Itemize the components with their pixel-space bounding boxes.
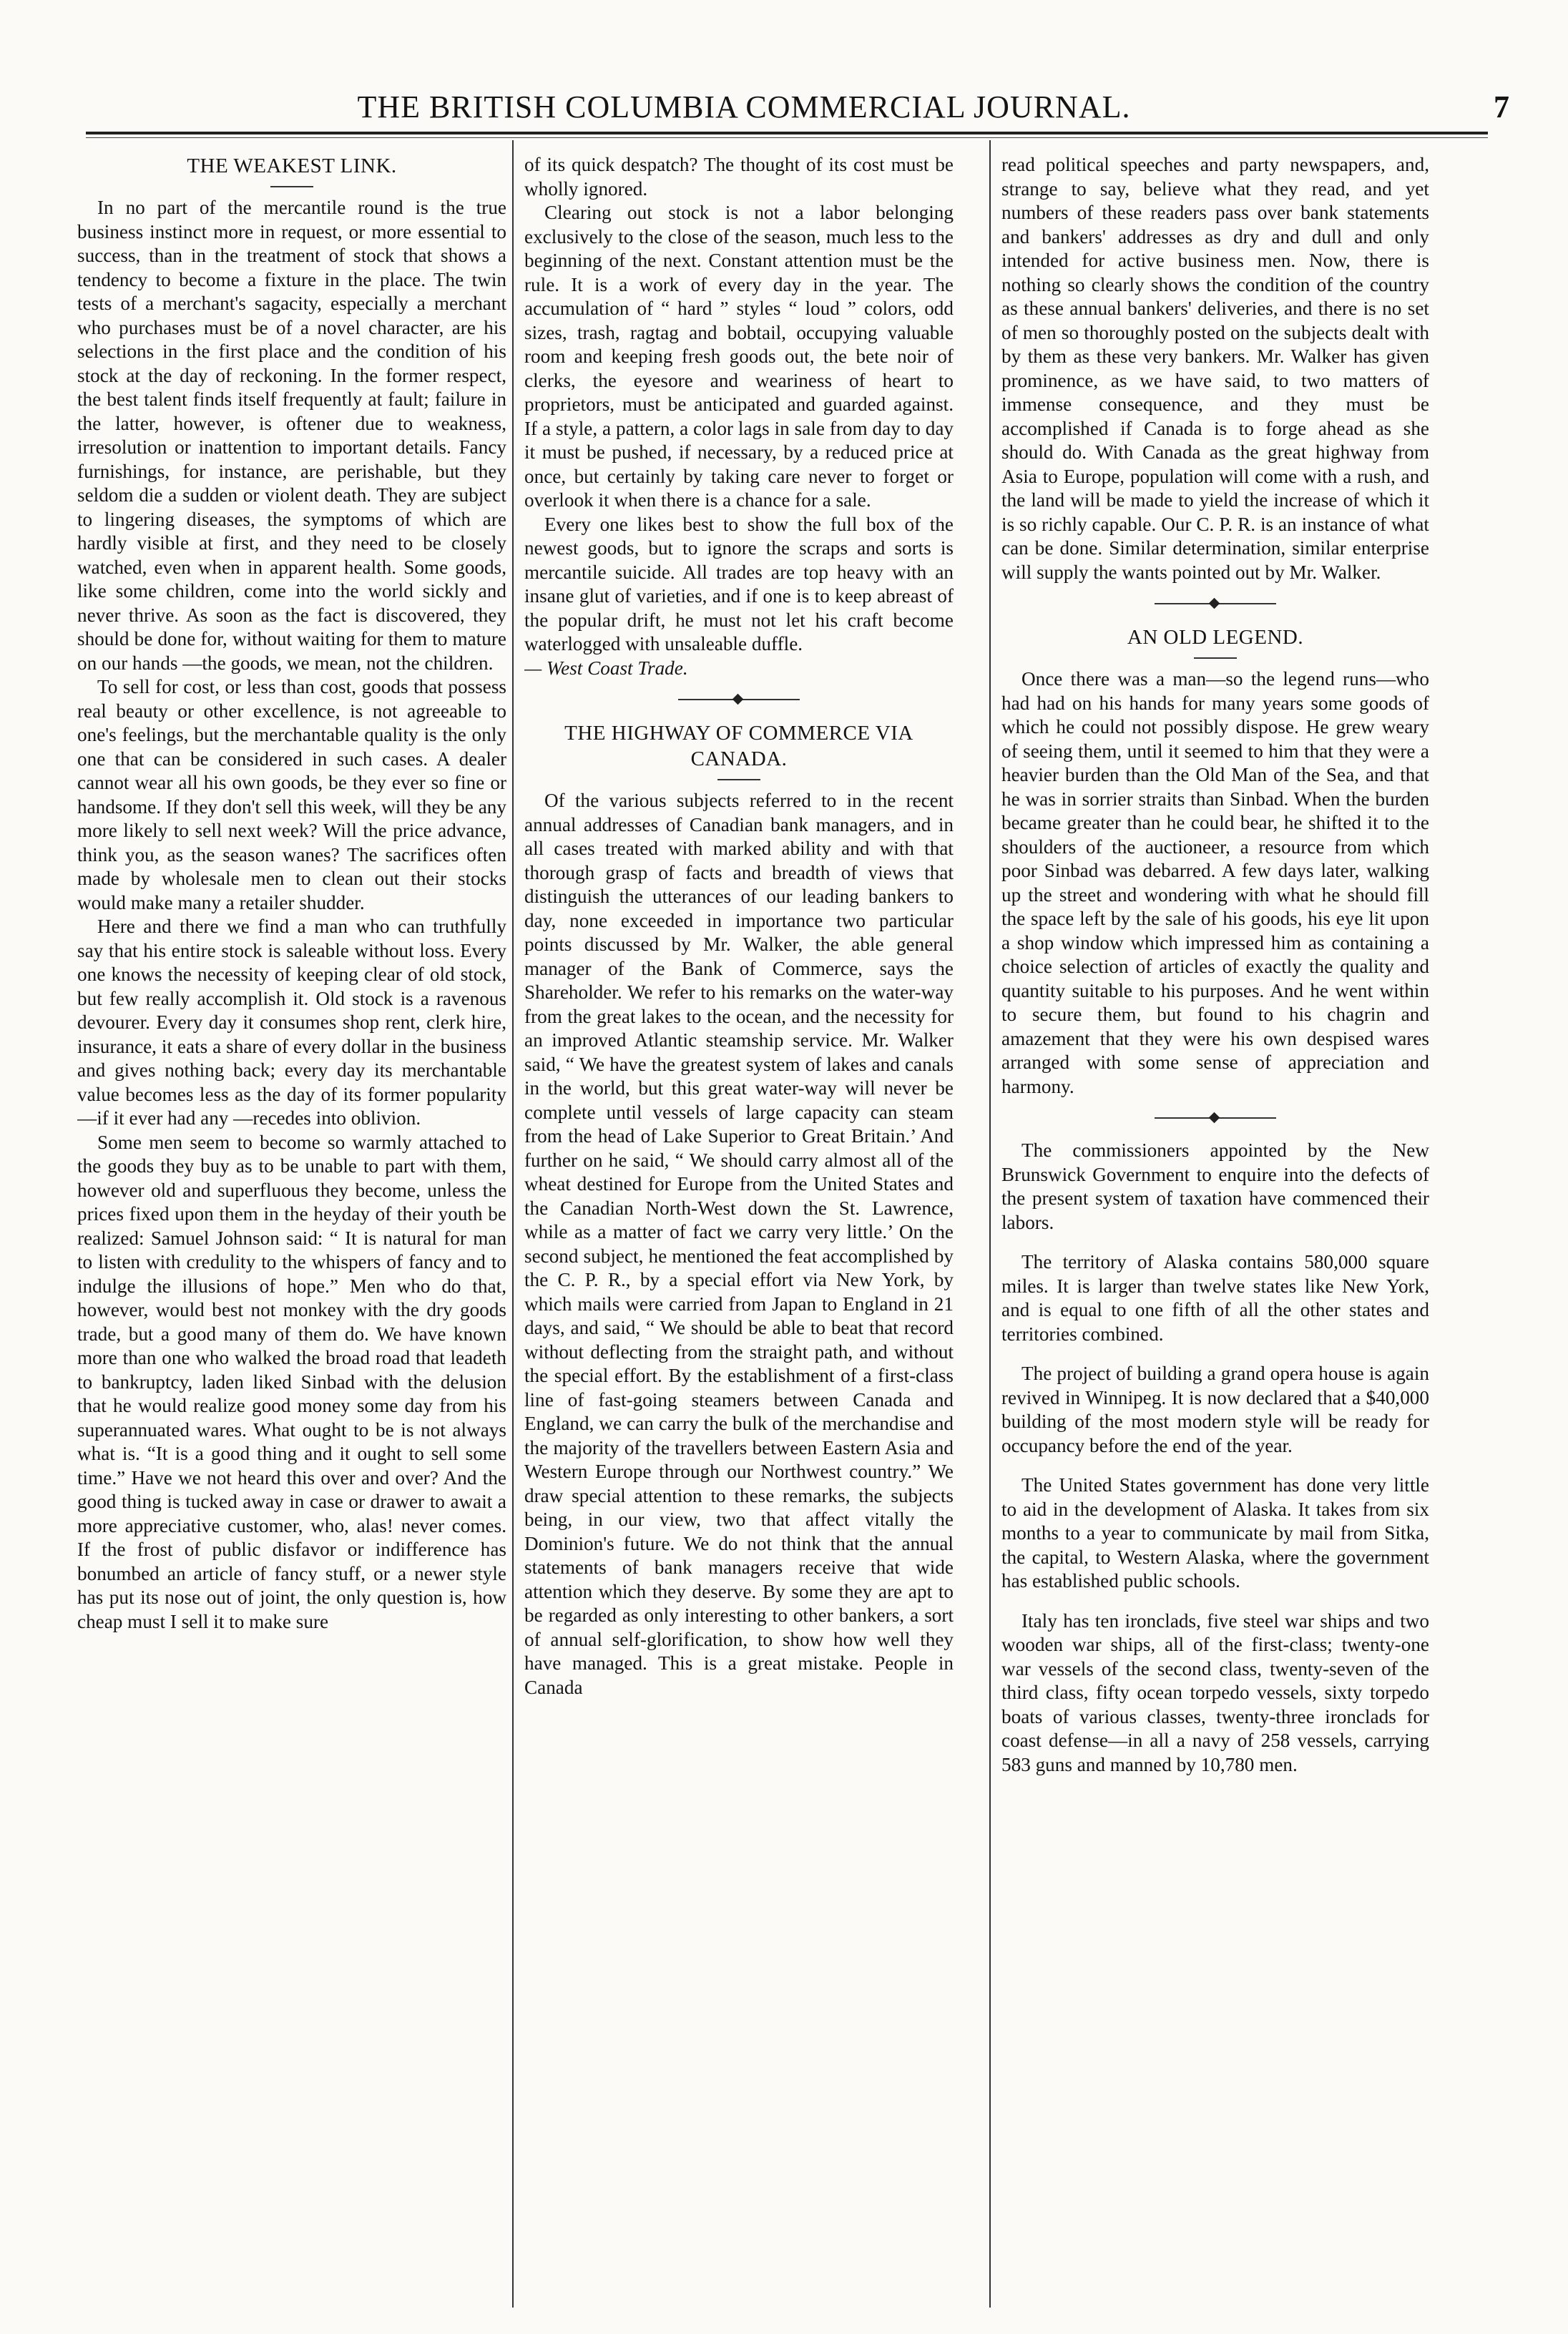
column-2 <box>524 153 954 2270</box>
news-item: The United States government has done very little to aid in the development of Alaska. It takes from six months to a year to communicate by mail from Sitka, the capital, to Western Alaska, where the government has established public schools. <box>1001 1474 1429 1592</box>
heading-rule <box>717 779 760 780</box>
masthead-rule <box>86 132 1488 134</box>
column-divider <box>989 140 991 2308</box>
news-item: The commissioners appointed by the New Brunswick Government to enquire into the defects of the present system of taxation have commenced their labors. <box>1001 1139 1429 1233</box>
article-heading: THE WEAKEST LINK. <box>187 155 397 177</box>
article-paragraph: Once there was a man—so the legend runs—who had had on his hands for many years some goods of which he could not possibly dispose. He grew weary of seeing them, until it seemed to him that they were a heavier burden than the Old Man of the Sea, and that he was in sorrier straits than Sinbad. When the burden became greater than he could bear, he shifted it to the shoulders of the auctioneer, a resource from which poor Sinbad was debarred. A few days later, walking up the street and wondering with what he should fill the space left by the sale of his goods, his eye lit upon a shop window which impressed him as containing a choice selection of articles of exactly the quality and quantity suitable to his purposes. And he went within to secure them, but found to his chagrin and amazement that they were his own despised wares arranged with some sense of appreciation and harmony. <box>1001 668 1429 1097</box>
news-item: The project of building a grand opera house is again revived in Winnipeg. It is now declared that a $40,000 building of the most modern style will be ready for occupancy before the end of the year. <box>1001 1363 1429 1456</box>
masthead <box>43 77 1509 123</box>
article-paragraph: of its quick despatch? The thought of its cost must be wholly ignored. <box>524 154 954 200</box>
article-paragraph: Of the various subjects referred to in the recent annual addresses of Canadian bank managers, and in all cases treated with marked ability and with that thorough grasp of facts and breadth of views that distinguish the utterances of our leading bankers to day, none exceeded in importance two particular points discussed by Mr. Walker, the able general manager of the Bank of Commerce, says the Shareholder. We refer to his remarks on the water-way from the great lakes to the ocean, and the necessity for an improved Atlantic steamship service. Mr. Walker said, “ We have the greatest system of lakes and canals in the world, but this great water-way will never be complete until vessels of large capacity can steam from the head of Lake Superior to Great Britain.’ And further on he said, “ We should carry almost all of the wheat destined for Europe from the United States and the Canadian North-West down the St. Lawrence, while as a matter of fact we carry very little.’ On the second subject, he mentioned the feat accomplished by the C. P. R., by a special effort via New York, by which mails were carried from Japan to England in 21 days, and said, “ We should be able to beat that record without deflecting from the straight path, and without the special effort. By the establishment of a first-class line of fast-going steamers between Canada and England, we can carry the bulk of the merchandise and the majority of the travellers between Eastern Asia and Western Europe through our Northwest country.” We draw special attention to these remarks, the subjects being, in our view, two that affect vitally the Dominion's future. We do not think that the annual statements of bank managers receive that wide attention which they deserve. By some they are apt to be regarded as only interesting to other bankers, a sort of annual self-glorification, to show how well they have managed. This is a great mistake. People in Canada <box>524 790 954 1698</box>
article-paragraph: read political speeches and party newspapers, and, strange to say, believe what they read, and yet numbers of these readers pass over bank statements and bankers' addresses as dry and dull and only intended for active business men. Now, there is nothing so clearly shows the condition of the country as these annual bankers' deliveries, and there is no set of men so thoroughly posted on the subjects dealt with by them as these very bankers. Mr. Walker has given prominence, as we have said, to two matters of immense consequence, and they must be accomplished if Canada is to forge ahead as she should do. With Canada as the great highway from Asia to Europe, population will come with a rush, and the land will be made to yield the increase of which it is so richly capable. Our C. P. R. is an instance of what can be done. Similar determination, similar enterprise will supply the wants pointed out by Mr. Walker. <box>1001 154 1429 583</box>
article-paragraph: Here and there we find a man who can truthfully say that his entire stock is saleable without loss. Every one knows the necessity of keeping clear of old stock, but few really accomplish it. Old stock is a ravenous devourer. Every day it consumes shop rent, clerk hire, insurance, it eats a share of every dollar in the business and gives nothing back; every day its merchantable value becomes less as the day of its former popularity—if it ever had any —recedes into oblivion. <box>77 916 506 1129</box>
section-divider <box>1155 599 1276 609</box>
column-divider <box>512 140 514 2308</box>
news-item: Italy has ten ironclads, five steel war ships and two wooden war ships, all of the first-class; twenty-one war vessels of the second class, twenty-seven of the third class, fifty ocean torpedo vessels, sixty torpedo boats of various classes, twenty-three ironclads for coast defense—in all a navy of 258 vessels, carrying 583 guns and manned by 10,780 men. <box>1001 1609 1429 1775</box>
column-3 <box>1001 153 1429 2270</box>
section-divider <box>678 695 800 705</box>
article-paragraph: Some men seem to become so warmly attached to the goods they buy as to be unable to part with them, however old and superfluous they become, unless the prices fixed upon them in the heyday of their youth be realized: Samuel Johnson said: “ It is natural for man to listen with credulity to the whispers of fancy and to indulge the illusions of hope.” Men who do that, however, would best not monkey with the dry goods trade, but a good many of them do. We have known more than one who walked the broad road that leadeth to bankruptcy, laden liked Sinbad with the delusion that he would realize good money some day from his superannuated wares. What ought to be is not always what is. “It is a good thing and it ought to sell some time.” Have we not heard this over and over? And the good thing is tucked away in case or drawer to await a more appreciative customer, who, alas! never comes. If the frost of public disfavor or indifference has bonumbed an article of fancy stuff, or a newer style has put its nose out of joint, the only question is, how cheap must I sell it to make sure <box>77 1131 506 1632</box>
column-1 <box>77 153 506 2270</box>
journal-title: THE BRITISH COLUMBIA COMMERCIAL JOURNAL. <box>357 89 1131 124</box>
article-paragraph: To sell for cost, or less than cost, goods that possess real beauty or other excellence, is not agreeable to one's feelings, but the merchantable quality is the only one that can be considered in such cases. A dealer cannot wear all his own goods, be they ever so fine or handsome. If they don't sell this week, will they be any more likely to sell next week? Will the price advance, think you, as the season wanes? The sacrifices often made by wholesale men to clean out their stocks would make many a retailer shudder. <box>77 676 506 913</box>
masthead-rule-thin <box>86 137 1488 138</box>
section-divider <box>1155 1113 1276 1123</box>
article-attribution: — West Coast Trade. <box>524 657 688 679</box>
news-item: The territory of Alaska contains 580,000 square miles. It is larger than twelve states like New York, and is equal to one fifth of all the other states and territories combined. <box>1001 1251 1429 1345</box>
article-paragraph: In no part of the mercantile round is the true business instinct more in request, or more essential to success, than in the treatment of stock that shows a tendency to become a fixture in the place. The twin tests of a merchant's sagacity, especially a merchant who purchases must be of a novel character, are his selections in the first place and the condition of his stock at the day of reckoning. In the former respect, the best talent finds itself frequently at fault; failure in the latter, however, is oftener due to weakness, irresolution or inattention to important details. Fancy furnishings, for instance, are perishable, but they seldom die a sudden or violent death. They are subject to lingering diseases, the symptoms of which are hardly visible at first, and they need to be closely watched, even when in apparent health. Some goods, like some children, come into the world sickly and never thrive. As soon as the fact is discovered, they should be done for, without waiting for them to mature on our hands —the goods, we mean, not the children. <box>77 197 506 674</box>
article-paragraph: Clearing out stock is not a labor belonging exclusively to the close of the season, much less to the beginning of the next. Constant attention must be the rule. It is a work of every day in the year. The accumulation of “ hard ” styles “ loud ” colors, odd sizes, trash, ragtag and bobtail, occupying valuable room and keeping fresh goods out, the bete noir of clerks, the eyesore and weariness of heart to proprietors, must be anticipated and guarded against. If a style, a pattern, a color lags in sale from day to day it must be pushed, if necessary, by a reduced price at once, but certainly by taking care never to forget or overlook it when there is a chance for a sale. <box>524 202 954 511</box>
article-heading: AN OLD LEGEND. <box>1127 626 1304 649</box>
heading-rule <box>270 186 313 187</box>
page-number: 7 <box>1494 89 1509 124</box>
heading-rule <box>1194 657 1237 659</box>
article-heading: THE HIGHWAY OF COMMERCE VIA CANADA. <box>564 722 913 770</box>
article-paragraph: Every one likes best to show the full box of the newest goods, but to ignore the scraps and sorts is mercantile suicide. All trades are top heavy with an insane glut of varieties, and if one is to keep abreast of the popular drift, he must not let his craft become waterlogged with unsaleable duffle. <box>524 513 954 654</box>
